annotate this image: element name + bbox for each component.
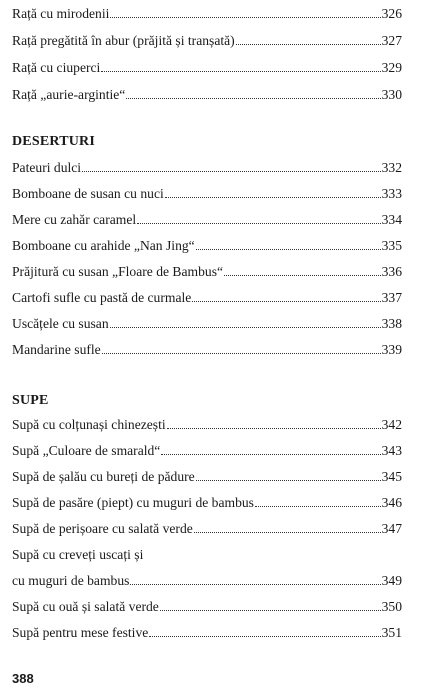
dot-leader (196, 470, 381, 481)
dot-leader (137, 213, 380, 224)
dot-leader (126, 88, 380, 99)
toc-entry-page: 326 (381, 6, 402, 21)
toc-entry-page: 351 (381, 625, 402, 640)
toc-entry (12, 468, 402, 486)
toc-entry (12, 185, 402, 203)
toc-entry-page: 330 (381, 87, 402, 102)
dot-leader (102, 343, 381, 354)
toc-entry-title: Supă de șalău cu bureți de pădure (12, 469, 195, 484)
toc-entry-page: 332 (381, 160, 402, 175)
toc-entry-title: Mandarine sufle (12, 342, 101, 357)
dot-leader (161, 444, 380, 455)
toc-entry (12, 59, 402, 77)
toc-entry-page: 346 (381, 495, 402, 510)
toc-entry-page: 343 (381, 443, 402, 458)
toc-entry-page: 339 (381, 342, 402, 357)
toc-entry-page: 342 (381, 417, 402, 432)
toc-entry (12, 520, 402, 538)
toc-entry-title: Prăjitură cu susan „Floare de Bambus“ (12, 264, 224, 279)
section-heading-soups: SUPE (12, 393, 49, 408)
toc-entry-page: 347 (381, 521, 402, 536)
toc-entry-page: 335 (381, 238, 402, 253)
dot-leader (110, 7, 380, 18)
section-heading-desserts: DESERTURI (12, 134, 95, 149)
toc-entry-page: 334 (381, 212, 402, 227)
toc-entry-page: 337 (381, 290, 402, 305)
toc-entry-page: 345 (381, 469, 402, 484)
toc-entry (12, 598, 402, 616)
toc-entry (12, 86, 402, 104)
toc-entry-title: Supă de perișoare cu salată verde (12, 521, 193, 536)
toc-entry-title: Cartofi sufle cu pastă de curmale (12, 290, 192, 305)
toc-entry-title: Supă de pasăre (piept) cu muguri de bambus (12, 495, 254, 510)
toc-entry (12, 494, 402, 512)
toc-entry-page: 329 (381, 60, 402, 75)
dot-leader (130, 574, 380, 585)
dot-leader (224, 265, 381, 276)
toc-entry-page: 333 (381, 186, 402, 201)
toc-entry-page: 338 (381, 316, 402, 331)
toc-entry-page: 336 (381, 264, 402, 279)
dot-leader (194, 522, 381, 533)
toc-entry-page: 350 (381, 599, 402, 614)
dot-leader (165, 187, 381, 198)
dot-leader (101, 61, 380, 72)
toc-entry-title: Supă pentru mese festive (12, 625, 149, 640)
toc-entry (12, 624, 402, 642)
toc-entry (12, 315, 402, 333)
toc-entry-title: Rață cu mirodenii (12, 6, 110, 21)
toc-entry (12, 5, 402, 23)
toc-entry (12, 341, 402, 359)
toc-entry-continued (12, 546, 402, 564)
dot-leader (149, 626, 380, 637)
page-number: 388 (12, 671, 34, 686)
dot-leader (236, 34, 381, 45)
toc-entry (12, 289, 402, 307)
toc-entry-title: Uscățele cu susan (12, 316, 109, 331)
toc-entry-title: Supă „Culoare de smarald“ (12, 443, 161, 458)
toc-entry (12, 572, 402, 590)
dot-leader (160, 600, 381, 611)
dot-leader (255, 496, 381, 507)
toc-entry-title: Rață cu ciuperci (12, 60, 101, 75)
toc-entry (12, 211, 402, 229)
toc-entry-page: 327 (381, 33, 402, 48)
toc-entry-title: Supă cu colțunași chinezești (12, 417, 166, 432)
toc-entry (12, 263, 402, 281)
toc-entry-title: Bomboane cu arahide „Nan Jing“ (12, 238, 195, 253)
toc-entry (12, 237, 402, 255)
toc-entry-title: Supă cu creveți uscați și (12, 547, 144, 562)
toc-entry (12, 416, 402, 434)
toc-entry-page: 349 (381, 573, 402, 588)
dot-leader (110, 317, 381, 328)
dot-leader (82, 161, 381, 172)
toc-entry (12, 159, 402, 177)
toc-entry-title: Pateuri dulci (12, 160, 82, 175)
dot-leader (167, 418, 381, 429)
dot-leader (192, 291, 380, 302)
toc-entry-title: Bomboane de susan cu nuci (12, 186, 164, 201)
dot-leader (196, 239, 381, 250)
toc-entry-title: Rață „aurie-argintie“ (12, 87, 126, 102)
toc-entry-title: Mere cu zahăr caramel (12, 212, 137, 227)
toc-entry (12, 32, 402, 50)
toc-entry-title: cu muguri de bambus (12, 573, 130, 588)
toc-entry-title: Supă cu ouă și salată verde (12, 599, 159, 614)
toc-entry-title: Rață pregătită în abur (prăjită și tranșată) (12, 33, 235, 48)
toc-entry (12, 442, 402, 460)
